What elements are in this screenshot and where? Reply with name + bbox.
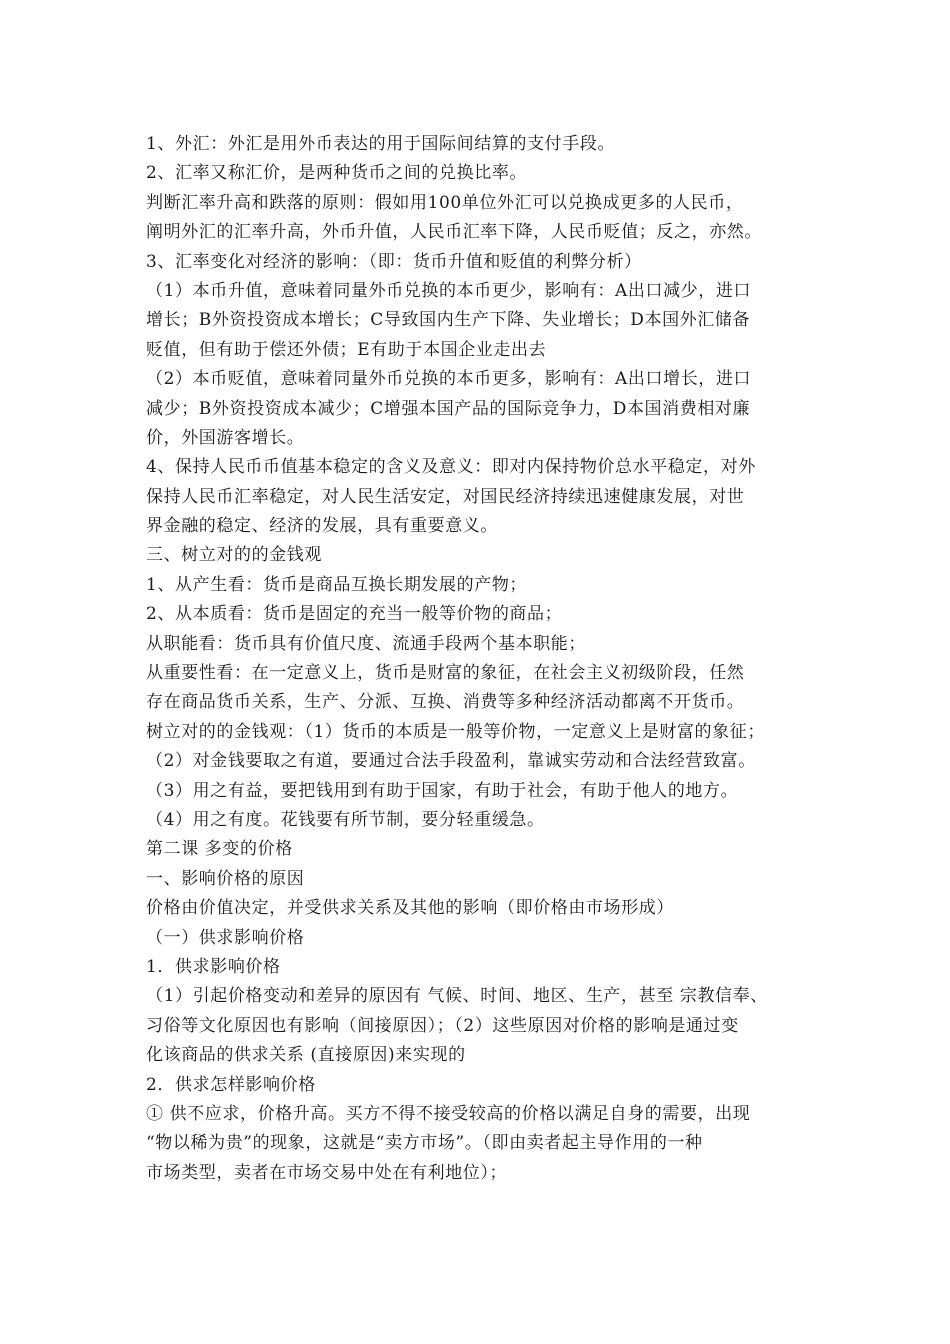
text-line: 2、汇率又称汇价，是两种货币之间的兑换比率。 — [146, 163, 528, 184]
text-line: （1）本币升值，意味着同量外币兑换的本币更少，影响有：A出口减少，进口 — [146, 280, 752, 301]
text-line: 3、汇率变化对经济的影响：（即：货币升值和贬值的利弊分析） — [146, 251, 642, 272]
subsection-heading: 2．供求怎样影响价格 — [146, 1074, 316, 1095]
text-line: 1、从产生看：货币是商品互换长期发展的产物； — [146, 574, 528, 595]
text-line: （3）用之有益，要把钱用到有助于国家，有助于社会，有助于他人的地方。 — [146, 780, 739, 801]
text-line: 习俗等文化原因也有影响（间接原因）；（2）这些原因对价格的影响是通过变 — [146, 1015, 739, 1036]
text-line: 1、外汇：外汇是用外币表达的用于国际间结算的支付手段。 — [146, 134, 616, 154]
text-line: 树立对的的金钱观：（1）货币的本质是一般等价物，一定意义上是财富的象征； — [146, 721, 765, 742]
text-line: “物以稀为贵”的现象，这就是“卖方市场”。（即由卖者起主导作用的一种 — [146, 1133, 703, 1154]
text-line: 减少；B外资投资成本减少；C增强本国产品的国际竞争力，D本国消费相对廉 — [146, 398, 751, 419]
document-body — [146, 130, 836, 1188]
text-line: 4、保持人民币币值基本稳定的含义及意义：即对内保持物价总水平稳定，对外 — [146, 457, 756, 478]
text-line: （1）引起价格变动和差异的原因有 气候、时间、地区、生产，甚至 宗教信奉、 — [146, 986, 768, 1007]
text-line: （2）本币贬值，意味着同量外币兑换的本币更多，影响有：A出口增长，进口 — [146, 369, 752, 390]
lesson-heading: 第二课 多变的价格 — [146, 839, 293, 860]
text-line: 价，外国游客增长。 — [146, 427, 305, 448]
text-line: 化该商品的供求关系 (直接原因)来实现的 — [146, 1045, 466, 1066]
text-line: 从重要性看：在一定意义上，货币是财富的象征，在社会主义初级阶段，任然 — [146, 663, 745, 684]
text-line: 存在商品货币关系，生产、分派、互换、消费等多种经济活动都离不开货币。 — [146, 692, 745, 713]
text-line: 2、从本质看：货币是固定的充当一般等价物的商品； — [146, 604, 563, 625]
text-line: ① 供不应求，价格升高。买方不得不接受较高的价格以满足自身的需要，出现 — [146, 1103, 751, 1124]
text-line: 增长；B外资投资成本增长；C导致国内生产下降、失业增长；D本国外汇储备 — [146, 310, 751, 331]
text-line: 从职能看：货币具有价值尺度、流通手段两个基本职能； — [146, 633, 586, 654]
text-line: 贬值，但有助于偿还外债；E有助于本国企业走出去 — [146, 339, 547, 360]
text-line: 市场类型，卖者在市场交易中处在有利地位）； — [146, 1162, 508, 1183]
section-heading: 三、树立对的的金钱观 — [146, 545, 322, 566]
text-line: 阐明外汇的汇率升高，外币升值，人民币汇率下降，人民币贬值；反之，亦然。 — [146, 222, 762, 243]
text-line: 判断汇率升高和跌落的原则：假如用100单位外汇可以兑换成更多的人民币， — [146, 192, 744, 213]
text-line: 价格由价值决定，并受供求关系及其他的影响（即价格由市场形成） — [146, 898, 674, 919]
subsection-heading: （一）供求影响价格 — [146, 927, 305, 948]
text-line: 保持人民币汇率稳定，对人民生活安定，对国民经济持续迅速健康发展，对世 — [146, 486, 745, 507]
text-line: （2）对金钱要取之有道，要通过合法手段盈利，靠诚实劳动和合法经营致富。 — [146, 751, 756, 772]
text-line: 界金融的稳定、经济的发展，具有重要意义。 — [146, 516, 498, 537]
subsection-heading: 1．供求影响价格 — [146, 956, 281, 977]
section-heading: 一、影响价格的原因 — [146, 868, 305, 889]
text-line: （4）用之有度。花钱要有所节制，要分轻重缓急。 — [146, 809, 545, 830]
